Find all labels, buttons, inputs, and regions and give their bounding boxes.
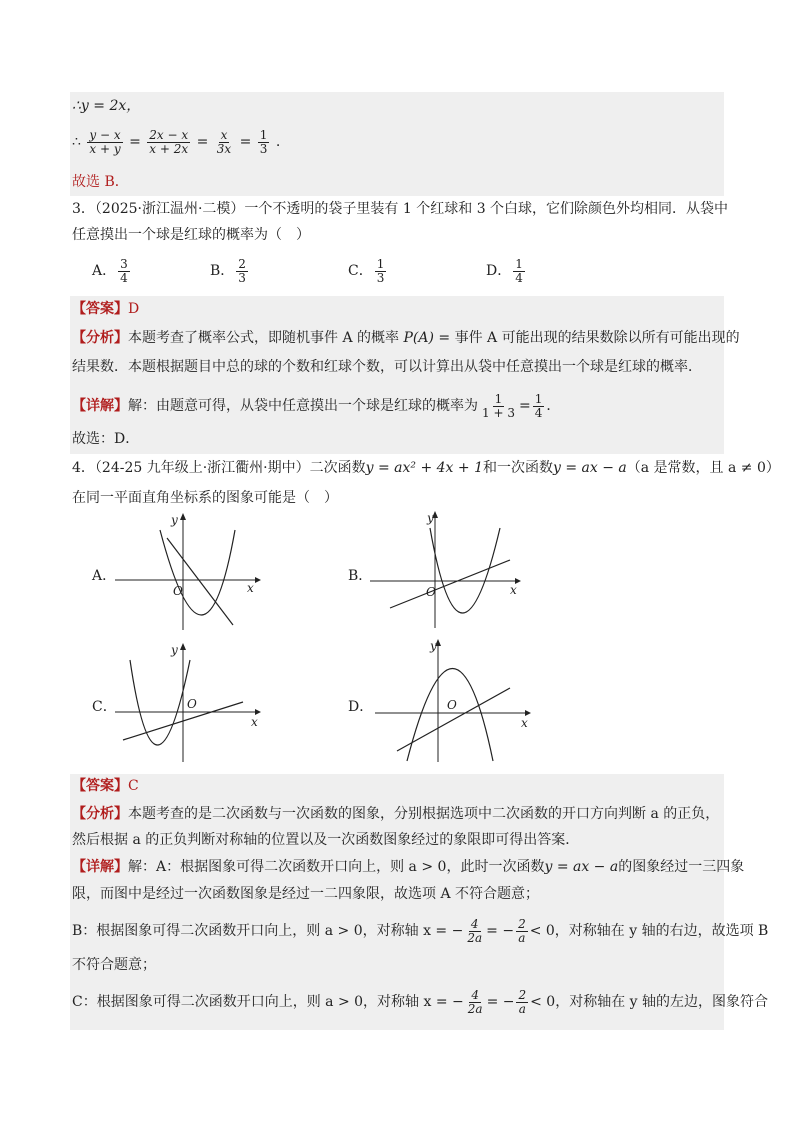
q4-option-d-label: D． <box>348 699 374 715</box>
q4-option-c-reason: C：根据图象可得二次函数开口向上，则 a > 0，对称轴 x = − $\frac{4}{2a}$ = − $\frac{2}{a}$ < 0，对称轴在 y 轴的左边，图象符合 <box>72 987 769 1016</box>
equals: = <box>196 134 209 150</box>
detail-tag: 【详解】 <box>72 398 128 414</box>
q4-option-b-reason: B：根据图象可得二次函数开口向上，则 a > 0，对称轴 x = − $\frac{4}{2a}$ = − $\frac{2}{a}$ < 0，对称轴在 y 轴的右边，故选项 B <box>72 916 769 945</box>
q3-option-b: B． $\frac{2}{3}$ <box>210 256 246 285</box>
y-axis-label: y <box>171 643 178 657</box>
origin-label: O <box>447 698 457 712</box>
answer-value: C <box>128 778 139 794</box>
q4-option-b-label: B． <box>348 568 373 584</box>
q3-option-d: D． $\frac{1}{4}$ <box>486 256 523 285</box>
x-axis-label: x <box>521 716 528 730</box>
fraction-1: $\frac{y - x}{x + y}$ <box>89 127 121 156</box>
x-axis-label: x <box>247 581 254 595</box>
q3-text-line2: 任意摸出一个球是红球的概率为（ ） <box>72 227 310 243</box>
q4-text-line2: 在同一平面直角坐标系的图象可能是（ ） <box>72 490 338 506</box>
y-axis-label: y <box>430 639 437 653</box>
q3-option-c: C． $\frac{1}{3}$ <box>348 256 385 285</box>
q3-choice: 故选：D． <box>72 431 140 447</box>
q3-analysis-line1: 【分析】本题考查了概率公式，即随机事件 A 的概率 P(A) = 事件 A 可能出现的结果数除以所有可能出现的 <box>72 330 740 346</box>
therefore-symbol: ∴ <box>72 134 81 150</box>
origin-label: O <box>426 585 436 599</box>
analysis-tag: 【分析】 <box>72 330 128 346</box>
equals: = <box>129 134 141 150</box>
q4-detail-line2: 限，而图中是经过一次函数图象是经过一二四象限，故选项 A 不符合题意； <box>72 886 540 902</box>
answer-value: D <box>128 301 140 317</box>
q4-detail-line1: 【详解】解：A：根据图象可得二次函数开口向上，则 a > 0，此时一次函数y = ax − a的图象经过一三四象 <box>72 859 745 875</box>
x-axis-label: x <box>251 715 258 729</box>
q4-analysis-line1: 【分析】本题考查的是二次函数与一次函数的图象，分别根据选项中二次函数的开口方向判断 a 的正负， <box>72 806 720 822</box>
fraction-2: $\frac{2x - x}{x + 2x}$ <box>149 127 189 156</box>
x-axis-label: x <box>510 583 517 597</box>
answer-tag: 【答案】 <box>72 301 128 317</box>
sol2-choice: 故选 B． <box>72 174 129 190</box>
q4-graph-b <box>370 508 525 637</box>
detail-tag: 【详解】 <box>72 859 128 875</box>
q4-option-b-reason-2: 不符合题意； <box>72 957 156 973</box>
q3-analysis-line2: 结果数．本题根据题目中总的球的个数和红球个数，可以计算出从袋中任意摸出一个球是红球的概率． <box>72 359 702 375</box>
q4-graph-c <box>115 640 265 769</box>
q4-graph-d <box>375 636 535 770</box>
q3-option-a: A． $\frac{3}{4}$ <box>92 256 128 285</box>
answer-tag: 【答案】 <box>72 778 128 794</box>
y-axis-label: y <box>427 511 434 525</box>
q4-analysis-line2: 然后根据 a 的正负判断对称轴的位置以及一次函数图象经过的象限即可得出答案． <box>72 832 580 848</box>
q3-answer <box>72 299 139 319</box>
q4-graph-a <box>115 510 265 639</box>
origin-label: O <box>173 584 183 598</box>
q3-detail: 【详解】解：由题意可得，从袋中任意摸出一个球是红球的概率为 $\frac{1}{1 + 3}$ = $\frac{1}{4}$ ． <box>72 391 561 420</box>
period: . <box>275 134 281 150</box>
equals: = <box>239 134 252 150</box>
q4-answer <box>72 776 139 796</box>
q3-text-line1: 3．（2025·浙江温州·二模）一个不透明的袋子里装有 1 个红球和 3 个白球，它们除颜色外均相同．从袋中 <box>72 201 729 217</box>
q4-option-a-label: A． <box>92 568 117 584</box>
sol2-line1: ∴y = 2x， <box>72 98 141 114</box>
sol2-fraction-line <box>72 124 280 160</box>
fraction-3: $\frac{x}{3x}$ <box>216 127 232 156</box>
fraction-4: $\frac{1}{3}$ <box>259 127 268 156</box>
q4-text-line1: 4．（24-25 九年级上·浙江衢州·期中）二次函数y = ax² + 4x + 1和一次函数y = ax − a（a 是常数，且 a ≠ 0） <box>72 460 780 476</box>
q4-option-c-label: C． <box>92 699 117 715</box>
analysis-tag: 【分析】 <box>72 806 128 822</box>
origin-label: O <box>187 697 197 711</box>
y-axis-label: y <box>171 513 178 527</box>
